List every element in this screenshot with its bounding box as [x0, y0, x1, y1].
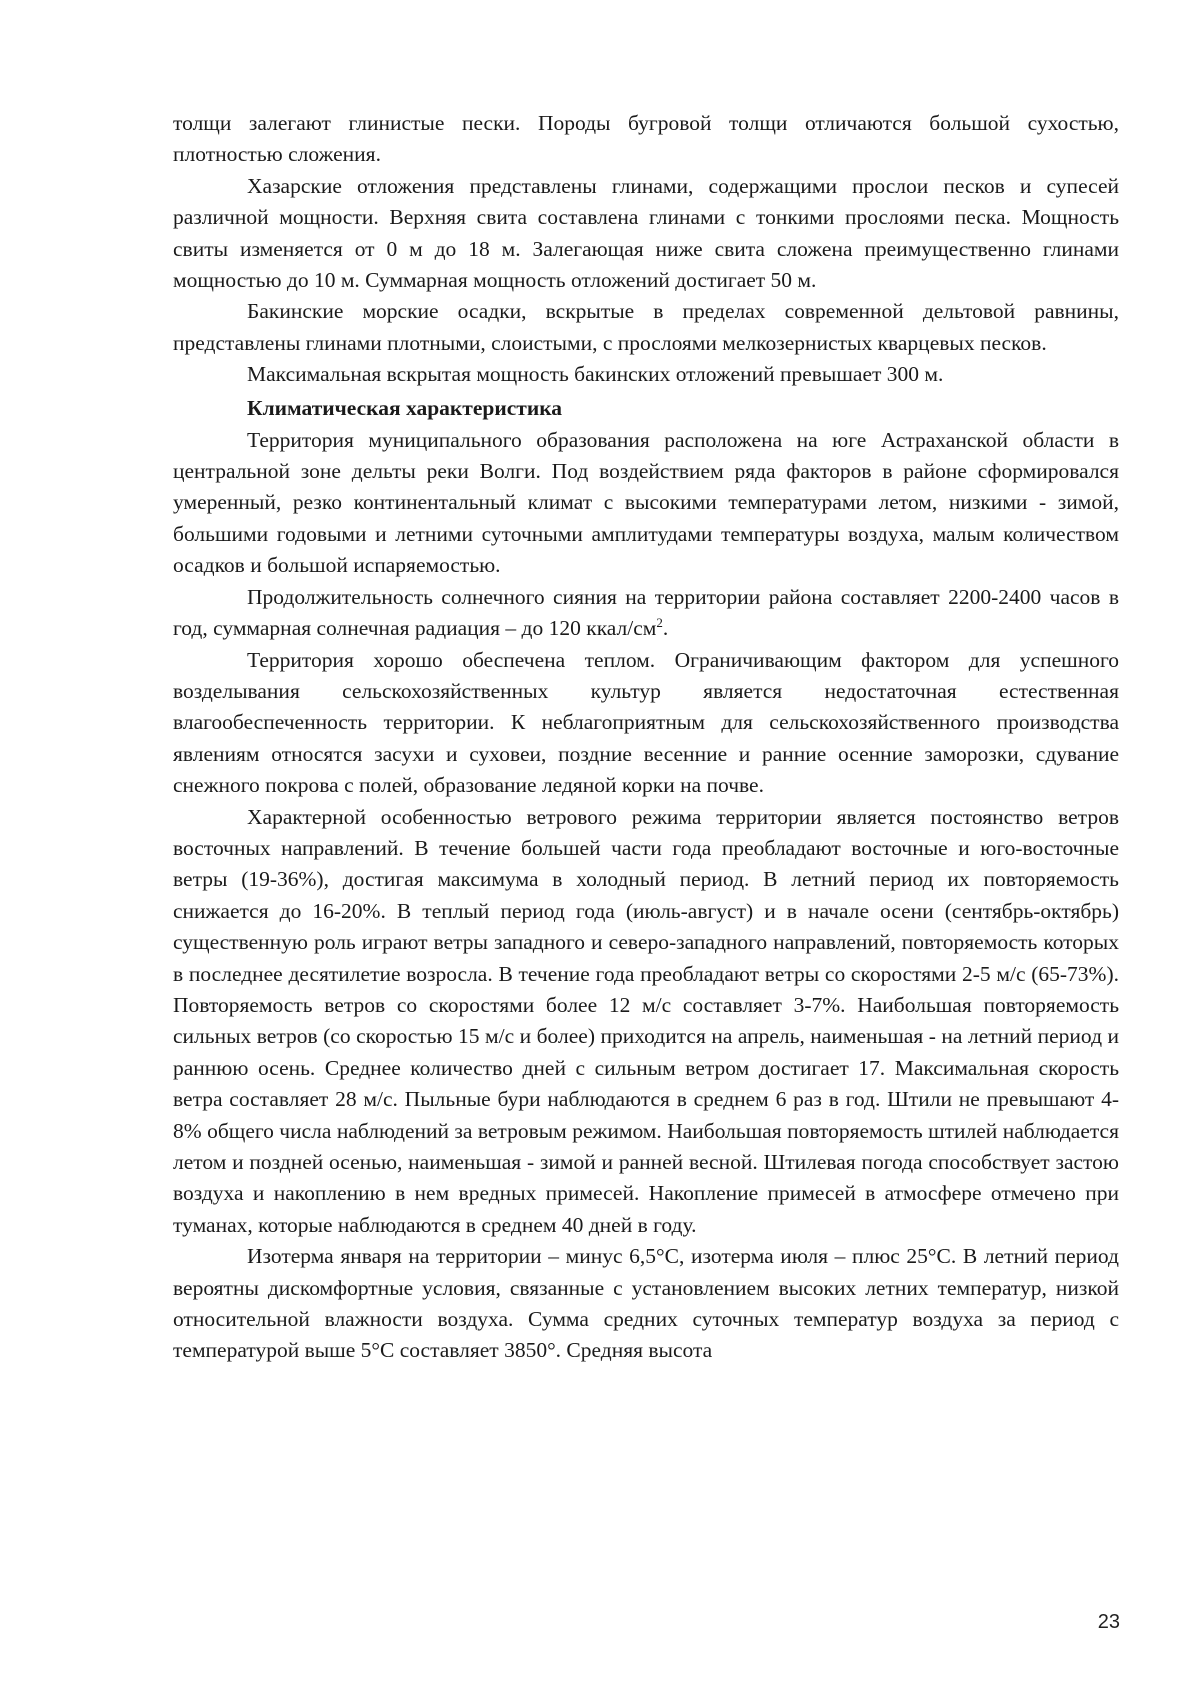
paragraph-sunshine: [173, 582, 1119, 645]
paragraph-wind-regime: Характерной особенностью ветрового режима территории является постоянство ветров восточных направлений. В течение большей части года преобладают восточные и юго-восточные ветры (19-36%), достигая максимума в холодный период. В летний период их повторяемость снижается до 16-20%. В теплый период года (июль-август) и в начале осени (сентябрь-октябрь) существенную роль играют ветры западного и северо-западного направлений, повторяемость которых в последнее десятилетие возросла. В течение года преобладают ветры со скоростями 2-5 м/с (65-73%). Повторяемость ветров со скоростями более 12 м/с составляет 3-7%. Наибольшая повторяемость сильных ветров (со скоростью 15 м/с и более) приходится на апрель, наименьшая - на летний период и раннюю осень. Среднее количество дней с сильным ветром достигает 17. Максимальная скорость ветра составляет 28 м/с. Пыльные бури наблюдаются в среднем 6 раз в год. Штили не превышают 4-8% общего числа наблюдений за ветровым режимом. Наибольшая повторяемость штилей наблюдается летом и поздней осенью, наименьшая - зимой и ранней весной. Штилевая погода способствует застою воздуха и накоплению в нем вредных примесей. Накопление примесей в атмосфере отмечено при туманах, которые наблюдаются в среднем 40 дней в году.: [173, 804, 1119, 1237]
paragraph-khazar-deposits: Хазарские отложения представлены глинами, содержащими прослои песков и супесей различной мощности. Верхняя свита составлена глинами с тонкими прослоями песка. Мощность свиты изменяется от 0 м до 18 м. Залегающая ниже свита сложена преимущественно глинами мощностью до 10 м. Суммарная мощность отложений достигает 50 м.: [173, 173, 1119, 293]
paragraph-baku-sediments: Бакинские морские осадки, вскрытые в пределах современной дельтовой равнины, представлены глинами плотными, слоистыми, с прослоями мелкозернистых кварцевых песков.: [173, 299, 1119, 355]
section-heading-climate: Климатическая характеристика: [247, 395, 563, 420]
paragraph-heat-supply: Территория хорошо обеспечена теплом. Ограничивающим фактором для успешного возделывания сельскохозяйственных культур является недостаточная естественная влагообеспеченность территории. К неблагоприятным для сельскохозяйственного производства явлениям относятся засухи и суховеи, поздние весенние и ранние осенние заморозки, сдувание снежного покрова с полей, образование ледяной корки на почве.: [173, 647, 1119, 798]
paragraph-isotherm: Изотерма января на территории – минус 6,5°С, изотерма июля – плюс 25°С. В летний период вероятны дискомфортные условия, связанные с установлением высоких летних температур, низкой относительной влажности воздуха. Сумма средних суточных температур воздуха за период с температурой выше 5°С составляет 3850°. Средняя высота: [173, 1244, 1119, 1363]
document-page: [173, 108, 1119, 1367]
sunshine-end: .: [662, 616, 669, 641]
page-number: 23: [1097, 1611, 1120, 1633]
paragraph-max-thickness: Максимальная вскрытая мощность бакинских отложений превышает 300 м.: [247, 362, 944, 387]
superscript-two: 2: [656, 615, 663, 631]
paragraph-territory-climate: Территория муниципального образования расположена на юге Астраханской области в центральной зоне дельты реки Волги. Под воздействием ряда факторов в районе сформировался умеренный, резко континентальный климат с высокими температурами летом, низкими - зимой, большими годовыми и летними суточными амплитудами температуры воздуха, малым количеством осадков и большой испаряемостью.: [173, 427, 1119, 578]
paragraph-sands-continuation: толщи залегают глинистые пески. Породы бугровой толщи отличаются большой сухостью, плотностью сложения.: [173, 111, 1119, 167]
sunshine-text: Продолжительность солнечного сияния на территории района составляет 2200-2400 часов в год, суммарная солнечная радиация – до 120 ккал/см: [173, 584, 1119, 641]
